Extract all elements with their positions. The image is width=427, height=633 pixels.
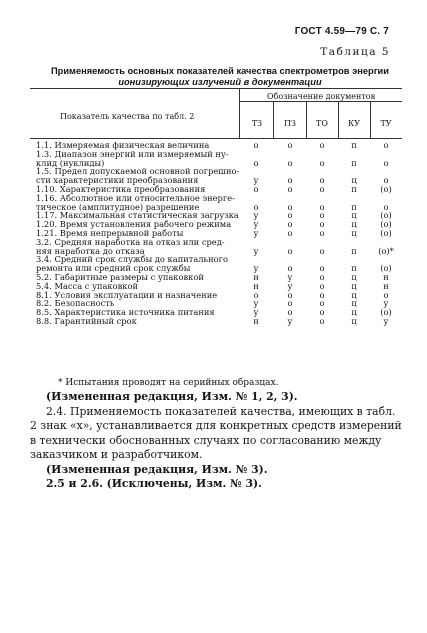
cell-ku: п bbox=[351, 140, 357, 150]
row-label: 8.5. Характеристика источника питания bbox=[36, 307, 215, 318]
cell-tz: о bbox=[253, 289, 259, 300]
row-label: 5.2. Габаритные размеры с упаковкой bbox=[36, 271, 204, 282]
cell-to: о bbox=[319, 289, 325, 300]
cell-ku: п bbox=[351, 263, 357, 274]
cell-ku: ц bbox=[351, 307, 357, 318]
cell-tz: у bbox=[253, 245, 259, 256]
cell-tu: у bbox=[383, 298, 389, 309]
cell-pz: о bbox=[287, 263, 293, 274]
row-label: 1.21. Время непрерывной работы bbox=[36, 227, 184, 238]
table-label: Таблица 5 bbox=[320, 46, 390, 58]
row-label: 1.1. Измеряемая физическая величина bbox=[36, 140, 210, 150]
cell-tz: у bbox=[253, 175, 259, 186]
cell-tu: (о) bbox=[380, 227, 392, 238]
cell-pz: о bbox=[287, 210, 293, 221]
cell-to: о bbox=[319, 315, 325, 326]
cell-to: о bbox=[319, 227, 325, 238]
row-label: 1.10. Характеристика преобразования bbox=[36, 183, 206, 194]
cell-pz: у bbox=[287, 271, 293, 282]
column-header-tu: ТУ bbox=[380, 119, 392, 128]
cell-tz: у bbox=[253, 227, 259, 238]
cell-pz: о bbox=[287, 201, 293, 212]
cell-tu: у bbox=[383, 315, 389, 326]
cell-pz: о bbox=[287, 227, 293, 238]
paragraph-2-4: 2.4. Применяемость показателей качества, имеющих в табл. 2 знак «х», устанавливается для конкретных средств измерений в технически обоснованных случаях по согласованию между заказчиком и разработчиком. bbox=[30, 404, 402, 461]
cell-to: о bbox=[319, 175, 325, 186]
cell-tz: у bbox=[253, 219, 259, 230]
cell-to: о bbox=[319, 263, 325, 274]
body-text bbox=[30, 390, 402, 492]
row-label: 1.5. Предел допускаемой основной погрешно- bbox=[36, 166, 240, 177]
cell-ku: ц bbox=[351, 289, 357, 300]
cell-tz: у bbox=[253, 263, 259, 274]
cell-ku: п bbox=[351, 245, 357, 256]
cell-ku: ц bbox=[351, 175, 357, 186]
cell-tu: о bbox=[383, 175, 389, 186]
column-header-ku: КУ bbox=[348, 119, 360, 128]
table-body bbox=[30, 141, 402, 326]
table-title-line1: Применяемость основных показателей качества спектрометров энергии bbox=[50, 66, 389, 76]
cell-to: о bbox=[319, 183, 325, 194]
cell-to: о bbox=[319, 245, 325, 256]
cell-pz: о bbox=[287, 140, 293, 150]
cell-tu: о bbox=[383, 140, 389, 150]
cell-tu: (о) bbox=[380, 263, 392, 274]
row-label: сти характеристики преобразования bbox=[36, 175, 199, 186]
cell-tu: н bbox=[383, 271, 389, 282]
row-label: тическое (амплитудное) разрешение bbox=[36, 201, 200, 212]
cell-ku: ц bbox=[351, 227, 357, 238]
cell-to: о bbox=[319, 201, 325, 212]
column-header-pz: ПЗ bbox=[284, 119, 296, 128]
cell-tz: н bbox=[253, 315, 259, 326]
cell-ku: п bbox=[351, 157, 357, 168]
cell-to: о bbox=[319, 140, 325, 150]
cell-pz: о bbox=[287, 245, 293, 256]
cell-ku: п bbox=[351, 201, 357, 212]
cell-ku: ц bbox=[351, 315, 357, 326]
cell-tz: н bbox=[253, 280, 259, 291]
cell-tz: у bbox=[253, 210, 259, 221]
cell-tz: о bbox=[253, 140, 259, 150]
page-header: ГОСТ 4.59—79 С. 7 bbox=[294, 26, 389, 37]
cell-to: о bbox=[319, 280, 325, 291]
cell-tu: (о) bbox=[380, 219, 392, 230]
row-label: 8.1. Условия эксплуатации и назначение bbox=[36, 289, 218, 300]
row-label: 1.20. Время установления рабочего режима bbox=[36, 219, 232, 230]
row-label: 8.2. Безопасность bbox=[36, 298, 115, 309]
table-row bbox=[30, 317, 402, 326]
cell-to: о bbox=[319, 298, 325, 309]
cell-ku: ц bbox=[351, 298, 357, 309]
cell-tz: о bbox=[253, 183, 259, 194]
cell-tz: н bbox=[253, 271, 259, 282]
row-label: 3.2. Средняя наработка на отказ или сред- bbox=[36, 236, 225, 247]
cell-pz: о bbox=[287, 219, 293, 230]
column-header-tz: ТЗ bbox=[251, 119, 263, 128]
cell-pz: у bbox=[287, 315, 293, 326]
cell-ku: ц bbox=[351, 210, 357, 221]
cell-tu: о bbox=[383, 201, 389, 212]
cell-ku: ц bbox=[351, 280, 357, 291]
row-label: 1.17. Максимальная статистическая загрузка bbox=[36, 210, 239, 221]
cell-tz: у bbox=[253, 307, 259, 318]
column-header-to: ТО bbox=[316, 119, 328, 128]
cell-tu: (о)* bbox=[378, 245, 394, 256]
edition-note-1: (Измененная редакция, Изм. № 1, 2, 3). bbox=[46, 390, 298, 403]
row-label: 8.8. Гарантийный срок bbox=[36, 315, 137, 326]
cell-to: о bbox=[319, 219, 325, 230]
cell-tu: (о) bbox=[380, 307, 392, 318]
table-title-line2: ионизирующих излучений в документации bbox=[118, 77, 322, 87]
cell-pz: о bbox=[287, 289, 293, 300]
cell-tz: у bbox=[253, 298, 259, 309]
row-label: 5.4. Масса с упаковкой bbox=[36, 280, 138, 291]
cell-tu: о bbox=[383, 157, 389, 168]
row-label: ремонта или средний срок службы bbox=[36, 263, 191, 274]
table-footnote: * Испытания проводят на серийных образцах. bbox=[58, 378, 279, 388]
table-title bbox=[20, 66, 420, 88]
cell-to: о bbox=[319, 271, 325, 282]
cell-pz: о bbox=[287, 298, 293, 309]
cell-pz: о bbox=[287, 157, 293, 168]
cell-pz: о bbox=[287, 183, 293, 194]
row-label: 3.4. Средний срок службы до капитального bbox=[36, 254, 228, 265]
row-label: 1.3. Диапазон энергий или измеряемый ну- bbox=[36, 148, 229, 159]
cell-ku: п bbox=[351, 183, 357, 194]
cell-tu: (о) bbox=[380, 183, 392, 194]
cell-tu: н bbox=[383, 280, 389, 291]
cell-pz: о bbox=[287, 175, 293, 186]
row-label: 1.16. Абсолютное или относительное энерге- bbox=[36, 192, 235, 203]
column-group-header: Обозначение документов bbox=[267, 92, 376, 101]
cell-to: о bbox=[319, 210, 325, 221]
column-header-indicator: Показатель качества по табл. 2 bbox=[60, 112, 195, 121]
row-label: клид (нуклиды) bbox=[36, 157, 105, 168]
row-label: няя наработка до отказа bbox=[36, 245, 145, 256]
cell-tu: о bbox=[383, 289, 389, 300]
cell-to: о bbox=[319, 157, 325, 168]
cell-tz: о bbox=[253, 157, 259, 168]
excluded-note: 2.5 и 2.6. (Исключены, Изм. № 3). bbox=[46, 477, 262, 490]
cell-to: о bbox=[319, 307, 325, 318]
cell-pz: о bbox=[287, 307, 293, 318]
cell-tu: (о) bbox=[380, 210, 392, 221]
edition-note-3: (Измененная редакция, Изм. № 3). bbox=[46, 462, 268, 476]
cell-ku: ц bbox=[351, 271, 357, 282]
cell-ku: ц bbox=[351, 219, 357, 230]
cell-pz: у bbox=[287, 280, 293, 291]
cell-tz: о bbox=[253, 201, 259, 212]
